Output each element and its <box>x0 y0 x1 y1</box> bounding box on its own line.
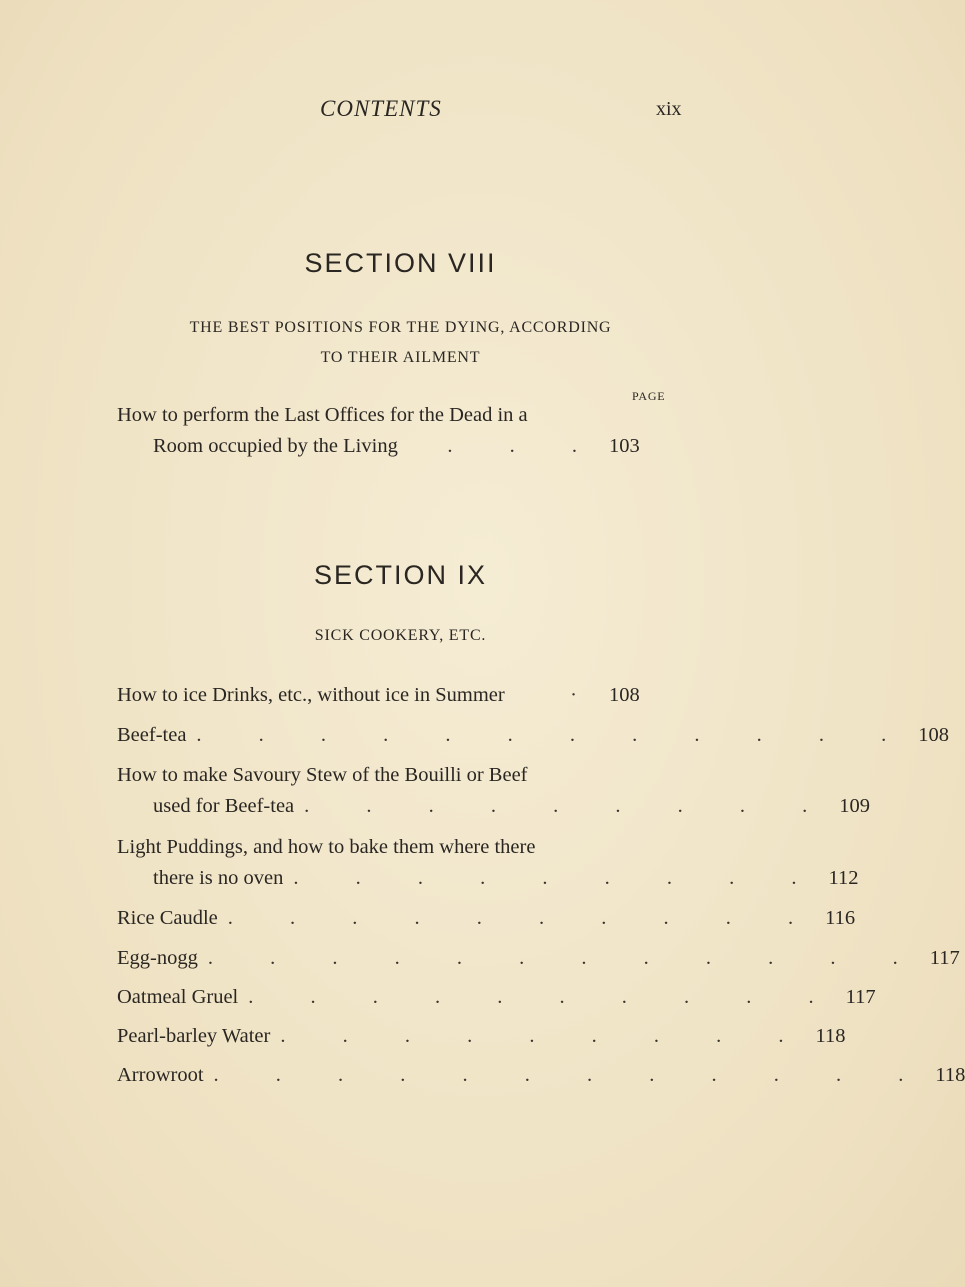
leader-dots: . . . . . . . . . . <box>248 986 840 1008</box>
toc-entry-title: How to perform the Last Offices for the Dead in a <box>117 404 528 426</box>
toc-entry-page: 108 <box>609 684 640 706</box>
toc-entry-title-continued: Room occupied by the Living <box>153 435 398 457</box>
leader-dots: . . . . . . . . . <box>280 1025 810 1047</box>
toc-entry-page: 117 <box>845 986 876 1008</box>
toc-entry-title: Light Puddings, and how to bake them where there <box>117 836 536 858</box>
toc-entry-title: How to ice Drinks, etc., without ice in Summer <box>117 684 505 706</box>
toc-entry-title: Arrowroot <box>117 1064 204 1086</box>
section-ix-heading: SECTION IX <box>313 560 488 590</box>
toc-entry-page: 109 <box>839 795 871 817</box>
leader-dots: . . . . . . . . . . . . <box>207 947 924 969</box>
leader-dots: . . . . . . . . . . . . <box>196 724 913 746</box>
toc-entry-title: Pearl-barley Water <box>117 1025 271 1047</box>
toc-entry[interactable] <box>117 720 950 751</box>
toc-entry-page: 118 <box>935 1064 965 1086</box>
leader-dots: . . . . . . . . . . . . <box>213 1064 930 1086</box>
section-ix-subtitle: SICK COOKERY, ETC. <box>314 627 487 644</box>
toc-entry-page: 108 <box>918 724 950 746</box>
toc-entry[interactable] <box>117 832 859 894</box>
toc-entry-page: 116 <box>825 907 856 929</box>
toc-entry[interactable] <box>117 982 876 1013</box>
leader-dots: . . . . . . . . . . <box>227 907 820 929</box>
toc-entry-title: Egg-nogg <box>117 947 198 969</box>
toc-entry-page: 117 <box>929 947 960 969</box>
toc-entry[interactable] <box>117 680 657 711</box>
toc-entry[interactable] <box>117 903 856 934</box>
toc-entry[interactable] <box>117 1021 846 1052</box>
running-head <box>0 96 801 132</box>
leader-dots: . . . . . . . . . <box>293 867 823 889</box>
toc-entry-title: Rice Caudle <box>117 907 218 929</box>
toc-entry-title-continued: there is no oven <box>153 867 284 889</box>
toc-entry[interactable] <box>117 943 960 974</box>
running-head-title: CONTENTS <box>320 96 442 121</box>
toc-entry-page: 112 <box>828 867 859 889</box>
page-column-label: PAGE <box>632 389 666 403</box>
leader-dots: · <box>570 684 603 706</box>
toc-entry[interactable] <box>117 400 657 462</box>
toc-entry-title: Beef-tea <box>117 724 187 746</box>
toc-entry-title: Oatmeal Gruel <box>117 986 239 1008</box>
section-viii-subtitle-line1: THE BEST POSITIONS FOR THE DYING, ACCORDING <box>189 319 612 336</box>
section-viii-heading: SECTION VIII <box>304 248 497 278</box>
leader-dots: . . . . . . . . . <box>304 795 834 817</box>
toc-entry-page: 103 <box>609 435 640 457</box>
running-head-page-number: xix <box>656 98 682 120</box>
section-viii-subtitle-line2: TO THEIR AILMENT <box>320 349 481 366</box>
toc-entry-title: How to make Savoury Stew of the Bouilli or Beef <box>117 764 528 786</box>
toc-entry[interactable] <box>117 760 871 822</box>
toc-entry[interactable] <box>117 1060 965 1091</box>
toc-entry-title-continued: used for Beef-tea <box>153 795 295 817</box>
toc-entry-page: 118 <box>815 1025 846 1047</box>
leader-dots: . . . <box>447 435 603 457</box>
